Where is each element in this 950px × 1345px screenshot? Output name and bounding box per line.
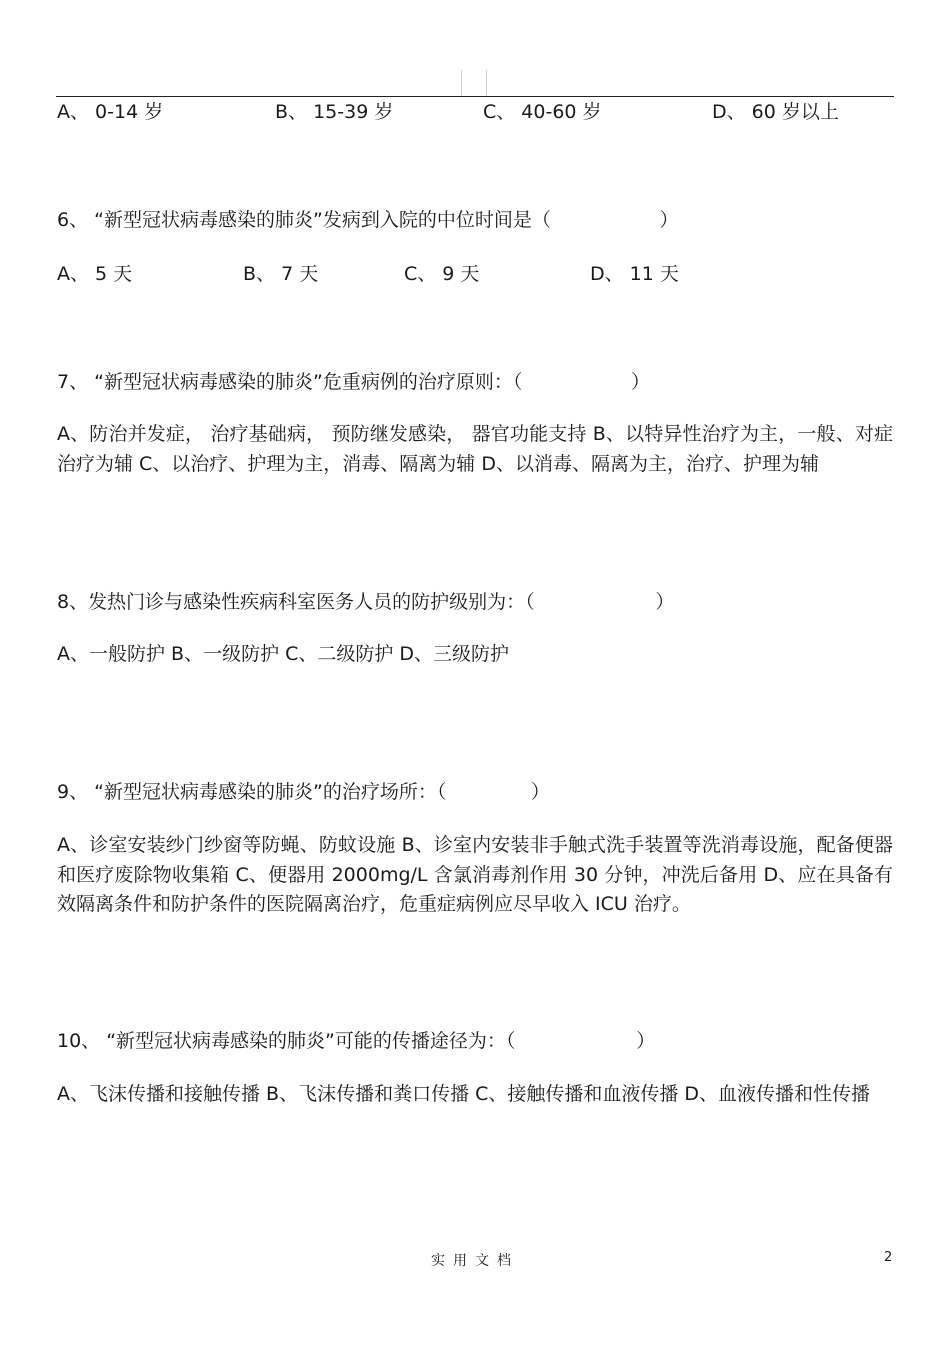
q5-option-c: C、 40-60 岁	[483, 101, 602, 123]
q5-option-b: B、 15-39 岁	[275, 101, 394, 123]
q5-option-a: A、 0-14 岁	[57, 101, 164, 123]
q10-question: 10、 “新型冠状病毒感染的肺炎”可能的传播途径为：（ ）	[57, 1030, 656, 1052]
q6-option-b: B、 7 天	[243, 263, 319, 285]
q7-question: 7、 “新型冠状病毒感染的肺炎”危重病例的治疗原则：（ ）	[57, 371, 651, 393]
q9-question: 9、 “新型冠状病毒感染的肺炎”的治疗场所：（ ）	[57, 781, 550, 803]
header-mark-left	[461, 70, 462, 96]
footer-label: 实用文档	[431, 1253, 519, 1269]
q9-options: A、诊室安装纱门纱窗等防蝇、防蚊设施 B、诊室内安装非手触式洗手装置等洗消毒设施，配备便器和医疗废除物收集箱 C、便器用 2000mg/L 含氯消毒剂作用 30 分钟，冲洗后备用 D、应在具备有效隔离条件和防护条件的医院隔离治疗，危重症病例应尽早收入 ICU 治疗。	[57, 834, 893, 915]
page-number: 2	[884, 1250, 893, 1265]
q6-option-d: D、 11 天	[590, 263, 679, 285]
q8-question: 8、发热门诊与感染性疾病科室医务人员的防护级别为：（ ）	[57, 591, 675, 613]
header-mark-right	[486, 70, 487, 96]
q6-question: 6、 “新型冠状病毒感染的肺炎”发病到入院的中位时间是（ ）	[57, 209, 679, 231]
header-rule	[56, 96, 894, 97]
q8-options: A、一般防护 B、一级防护 C、二级防护 D、三级防护	[57, 643, 510, 665]
q7-options: A、防治并发症， 治疗基础病， 预防继发感染， 器官功能支持 B、以特异性治疗为主，一般、对症治疗为辅 C、以治疗、护理为主，消毒、隔离为辅 D、以消毒、隔离为主，治疗、护理为辅	[57, 423, 893, 475]
q6-option-c: C、 9 天	[404, 263, 480, 285]
q6-option-a: A、 5 天	[57, 263, 133, 285]
q10-options: A、飞沫传播和接触传播 B、飞沫传播和粪口传播 C、接触传播和血液传播 D、血液传播和性传播	[57, 1083, 871, 1105]
q5-option-d: D、 60 岁以上	[712, 101, 839, 123]
